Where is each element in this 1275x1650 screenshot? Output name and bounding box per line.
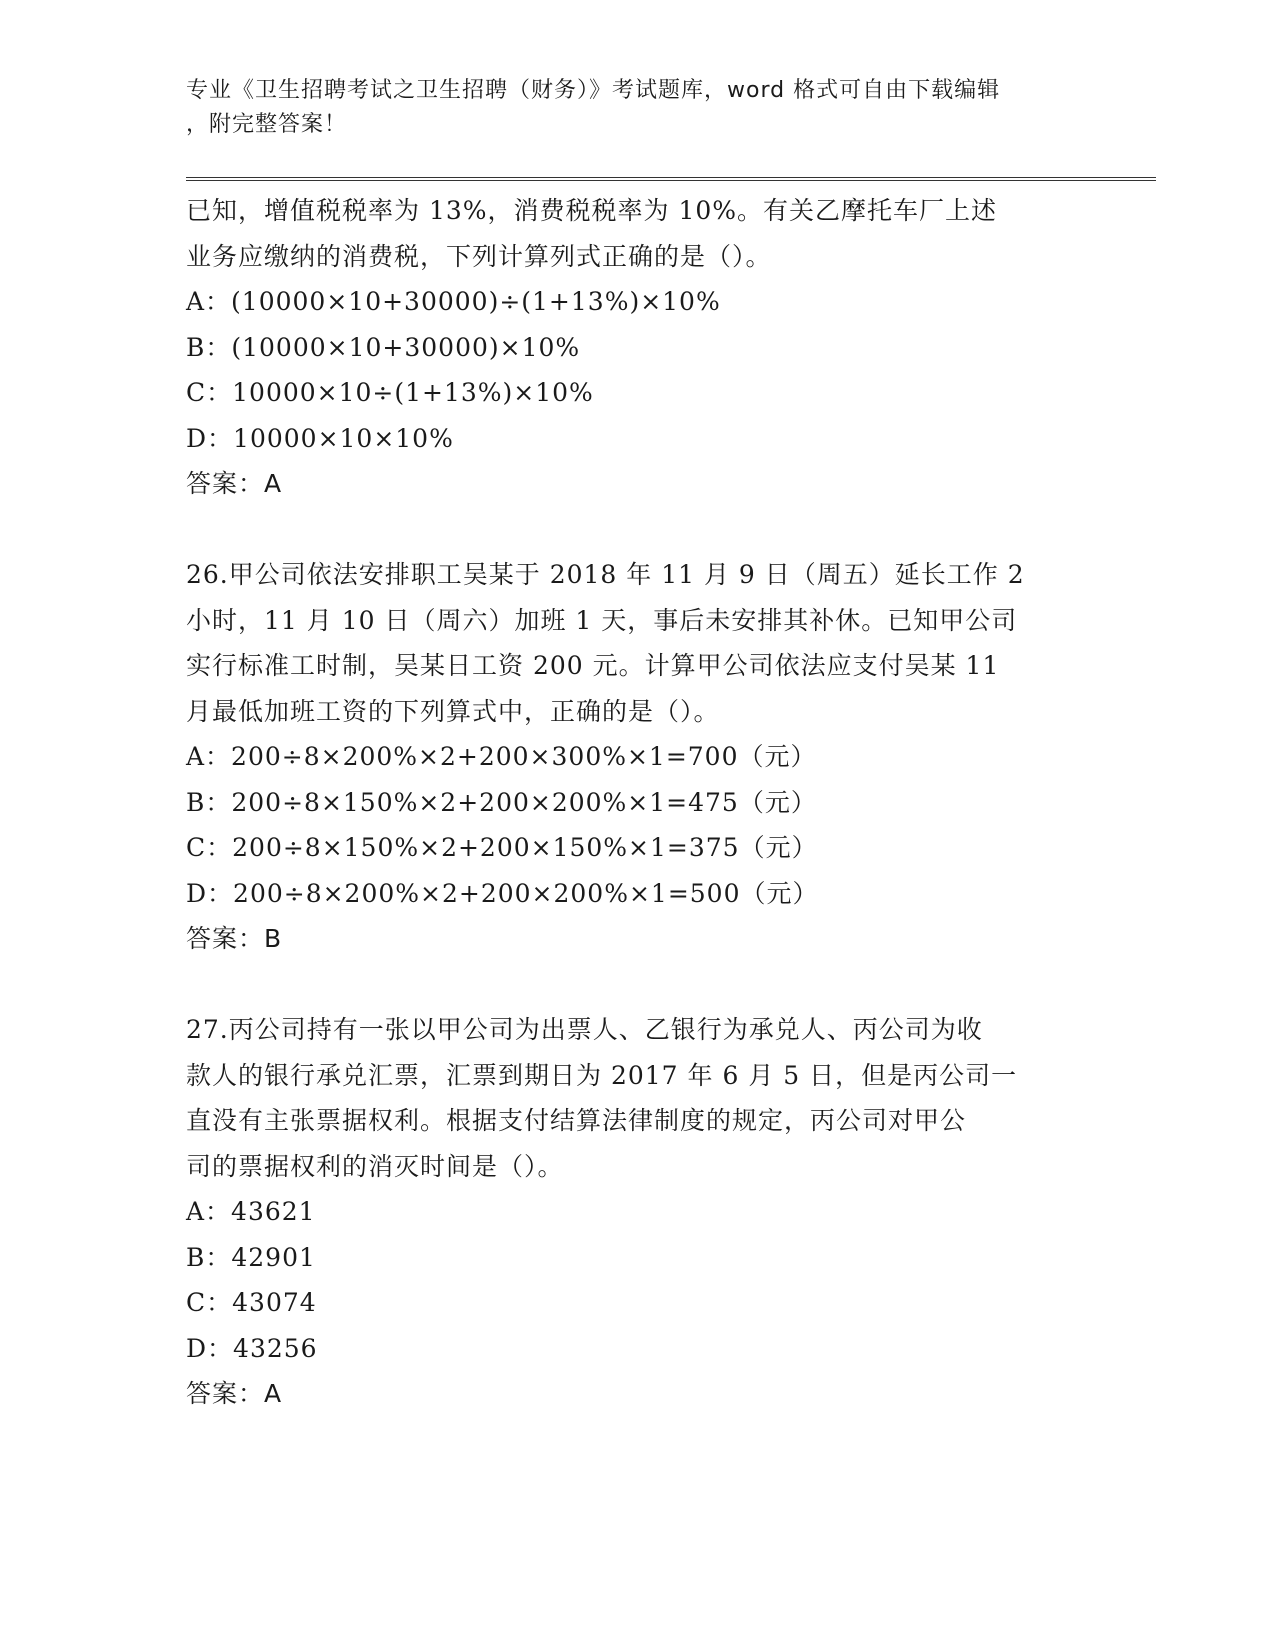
- question-stem-line: 已知，增值税税率为 13%，消费税税率为 10%。有关乙摩托车厂上述: [186, 196, 998, 225]
- spacer: [186, 507, 1086, 553]
- option-a: A：(10000×10+30000)÷(1+13%)×10%: [186, 287, 721, 316]
- document-header: [186, 74, 1066, 142]
- question-26: [186, 552, 1086, 962]
- spacer: [186, 962, 1086, 1008]
- option-c: C：43074: [186, 1288, 317, 1317]
- question-stem-line: 司的票据权利的消灭时间是（）。: [186, 1151, 564, 1181]
- question-stem-line: 月最低加班工资的下列算式中，正确的是（）。: [186, 696, 720, 726]
- header-divider: [186, 177, 1156, 181]
- question-stem-line: 直没有主张票据权利。根据支付结算法律制度的规定，丙公司对甲公: [186, 1106, 967, 1135]
- answer: 答案：A: [186, 469, 283, 498]
- option-b: B：42901: [186, 1242, 316, 1272]
- question-25: [186, 188, 1086, 507]
- question-list: [186, 188, 1086, 1417]
- question-stem-line: 26.甲公司依法安排职工吴某于 2018 年 11 月 9 日（周五）延长工作 2: [186, 560, 1025, 589]
- answer: 答案：B: [186, 924, 283, 953]
- question-27: [186, 1007, 1086, 1417]
- option-d: D：43256: [186, 1333, 318, 1363]
- option-d: D：10000×10×10%: [186, 423, 454, 453]
- question-stem-line: 实行标准工时制，吴某日工资 200 元。计算甲公司依法应支付吴某 11: [186, 651, 1000, 680]
- option-b: B：(10000×10+30000)×10%: [186, 332, 581, 362]
- header-line-1: 专业《卫生招聘考试之卫生招聘（财务）》考试题库，word 格式可自由下载编辑: [186, 78, 1001, 103]
- answer: 答案：A: [186, 1379, 283, 1408]
- question-stem-line: 款人的银行承兑汇票，汇票到期日为 2017 年 6 月 5 日，但是丙公司一: [186, 1060, 1018, 1090]
- option-a: A：200÷8×200%×2+200×300%×1=700（元）: [186, 742, 817, 771]
- option-d: D：200÷8×200%×2+200×200%×1=500（元）: [186, 878, 819, 908]
- question-stem-line: 业务应缴纳的消费税，下列计算列式正确的是（）。: [186, 241, 772, 271]
- question-stem-line: 27.丙公司持有一张以甲公司为出票人、乙银行为承兑人、丙公司为收: [186, 1015, 983, 1044]
- option-b: B：200÷8×150%×2+200×200%×1=475（元）: [186, 787, 817, 817]
- option-c: C：200÷8×150%×2+200×150%×1=375（元）: [186, 833, 818, 862]
- option-a: A：43621: [186, 1197, 316, 1226]
- option-c: C：10000×10÷(1+13%)×10%: [186, 378, 594, 407]
- header-line-2: ，附完整答案！: [186, 112, 348, 137]
- question-stem-line: 小时，11 月 10 日（周六）加班 1 天，事后未安排其补休。已知甲公司: [186, 605, 1018, 635]
